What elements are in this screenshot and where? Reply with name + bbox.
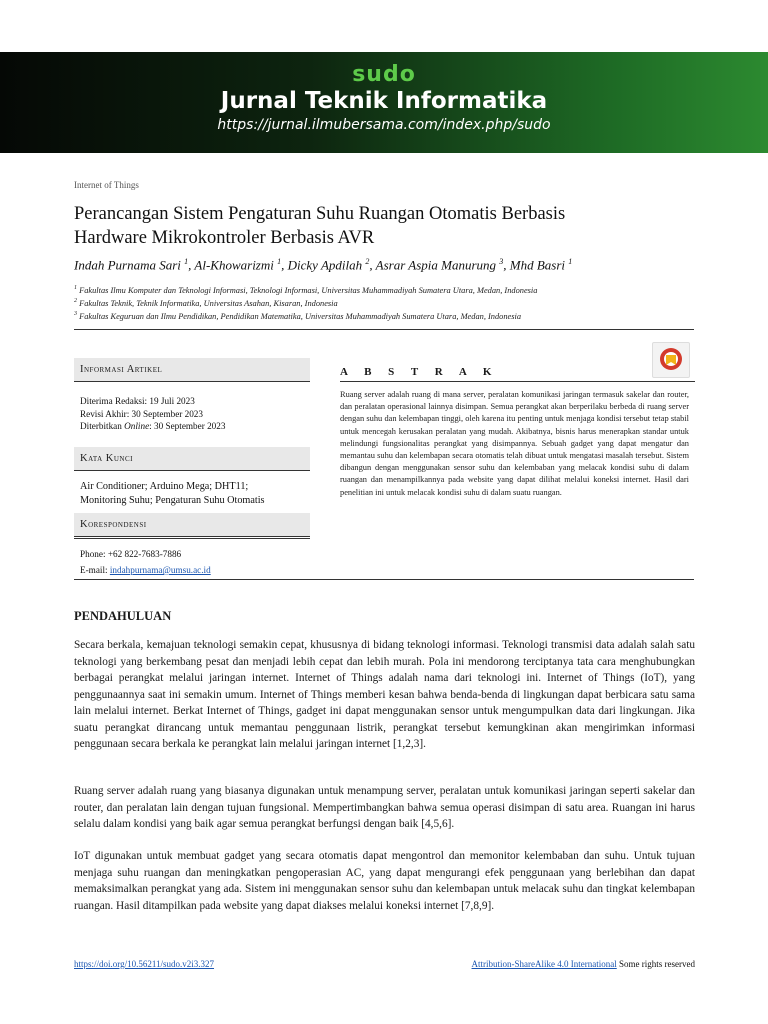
author-sup: 1 bbox=[277, 257, 282, 266]
affiliation-3 bbox=[74, 311, 714, 321]
journal-url[interactable]: https://jurnal.ilmubersama.com/index.php/sudo bbox=[217, 117, 551, 133]
journal-logo: sudo bbox=[352, 62, 416, 87]
affiliation-sup: 2 bbox=[74, 298, 77, 304]
author-sup: 2 bbox=[365, 257, 370, 266]
phone: Phone: +62 822-7683-7886 bbox=[80, 549, 182, 559]
info-article-heading: Informasi Artikel bbox=[74, 358, 310, 382]
published-date bbox=[80, 420, 310, 433]
affiliation-2 bbox=[74, 298, 714, 308]
journal-banner bbox=[0, 52, 768, 153]
affiliation-text: Fakultas Ilmu Komputer dan Teknologi Informasi, Teknologi Informasi, Universitas Muhammadiyah Sumatera Utara, Medan, Indonesia bbox=[79, 285, 538, 295]
abstract-bottom-divider bbox=[74, 579, 694, 580]
section-heading-introduction: PENDAHULUAN bbox=[74, 609, 172, 623]
keywords-line-1: Air Conditioner; Arduino Mega; DHT11; bbox=[80, 481, 249, 492]
article-title bbox=[74, 202, 674, 250]
author-name: Al-Khowarizmi bbox=[194, 257, 274, 273]
title-line-2: Hardware Mikrokontroler Berbasis AVR bbox=[74, 228, 375, 248]
published-suffix: : 30 September 2023 bbox=[149, 421, 226, 431]
license bbox=[472, 959, 695, 969]
crossmark-icon[interactable] bbox=[652, 342, 690, 378]
abstract-text: Ruang server adalah ruang di mana server, peralatan komunikasi jaringan termasuk sakelar dan router, dan peralatan operasional lainnya disimpan. Semua perangkat akan berperilaku berbeda di ruang server dengan suhu dan kelembapan tinggi, oleh karena itu penting untuk menjaga kondisi tersebut tetap stabil untuk mencegah kerusakan peralatan yang mudah. Akibatnya, bisnis harus menerapkan standar untuk melindungi fungsionalitas perangkat yang disimpannya. Sebuah gadget yang dapat mengatur dan memantau suhu dan kelembapan secara otomatis telah dibuat untuk mengatasi masalah tersebut. Sistem dibangun dengan menggunakan sensor suhu dan kelembaban yang melacak kondisi suhu di dalam ruangan dan menampilkannya pada website yang dapat dilihat melalui koneksi internet. Hasil dari penelitian ini untuk melacak kondisi suhu di dalam suatu ruangan. bbox=[340, 390, 689, 497]
correspondence-divider bbox=[74, 538, 310, 539]
author-name: Indah Purnama Sari bbox=[74, 257, 181, 273]
doi-link[interactable]: https://doi.org/10.56211/sudo.v2i3.327 bbox=[74, 959, 215, 969]
affiliation-text: Fakultas Teknik, Teknik Informatika, Universitas Asahan, Kisaran, Indonesia bbox=[79, 298, 338, 308]
received-date: Diterima Redaksi: 19 Juli 2023 bbox=[80, 396, 195, 406]
author-name: Dicky Apdilah bbox=[287, 257, 363, 273]
email-label: E-mail: bbox=[80, 565, 110, 575]
title-line-1: Perancangan Sistem Pengaturan Suhu Ruangan Otomatis Berbasis bbox=[74, 204, 566, 224]
author-sup: 1 bbox=[568, 257, 573, 266]
published-prefix: Diterbitkan bbox=[80, 421, 125, 431]
author-name: Asrar Aspia Manurung bbox=[375, 257, 497, 273]
revised-date: Revisi Akhir: 30 September 2023 bbox=[80, 408, 203, 419]
journal-name: Jurnal Teknik Informatika bbox=[220, 88, 548, 114]
correspondence-heading: Korespondensi bbox=[74, 513, 310, 537]
email-row bbox=[80, 562, 310, 578]
keywords bbox=[80, 480, 310, 508]
published-online: Online bbox=[124, 421, 150, 431]
abstract-heading: A B S T R A K bbox=[340, 366, 499, 378]
license-suffix: Some rights reserved bbox=[616, 959, 695, 969]
paragraph-3: IoT digunakan untuk membuat gadget yang secara otomatis dapat mengontrol dan memonitor kelembaban dan suhu. Untuk tujuan menjaga suhu ruangan dan meningkatkan pengoperasian AC, yang dapat mengurangi efek penggunaan yang berlebihan dan dapat memaksimalkan perangkat yang ada. Sistem ini menggunakan sensor suhu dan kelembapan untuk melacak suhu dan tingkat kelembapan ruangan. Hasil ditampilkan pada website yang dapat diakses melalui koneksi internet [7,8,9]. bbox=[74, 850, 695, 912]
paragraph-1: Secara berkala, kemajuan teknologi semakin cepat, khususnya di bidang teknologi informasi. Teknologi transmisi data adalah salah satu teknologi yang berkembang pesat dan menjadi lebih cepat dan lebih murah. Pola ini mendorong terciptanya tata cara menghubungkan berbagai perangkat melalui jaringan internet. Internet of Things adalah nama dari teknologi ini. Internet of Things (IoT), yang penggunaannya saat ini semakin umum. Internet of Things memberi kesan bahwa benda-benda di lingkungan dapat berbicara satu sama lain melalui internet. Berkat Internet of Things, gadget ini dapat menggunakan sensor untuk mengumpulkan data dari lingkungan. Jika suatu perangkat dirancang untuk memantau penggunaan listrik, perangkat tersebut kemungkinan akan mengirimkan informasi penggunaan secara berkala ke perangkat lain melalui jaringan internet [1,2,3]. bbox=[74, 639, 695, 750]
affiliation-1 bbox=[74, 285, 714, 295]
affiliation-sup: 1 bbox=[74, 285, 77, 291]
keywords-heading: Kata Kunci bbox=[74, 447, 310, 471]
author-list: Indah Purnama Sari $^1$, Al-Khowarizmi $^1$, Dicky Apdilah $^2$, Asrar Aspia Manurung $^3$, Mhd Basri $^1$ bbox=[74, 257, 573, 273]
email-link[interactable]: indahpurnama@umsu.ac.id bbox=[109, 565, 211, 575]
keywords-line-2: Monitoring Suhu; Pengaturan Suhu Otomatis bbox=[80, 495, 265, 506]
author-name: Mhd Basri bbox=[509, 257, 566, 273]
header-divider bbox=[74, 329, 694, 330]
affiliation-text: Fakultas Keguruan dan Ilmu Pendidikan, Pendidikan Matematika, Universitas Muhammadiyah Sumatera Utara, Medan, Indonesia bbox=[79, 311, 522, 321]
article-section: Internet of Things bbox=[74, 180, 139, 190]
author-sup: 1 bbox=[184, 257, 189, 266]
author-sup: 3 bbox=[499, 257, 504, 266]
article-dates bbox=[80, 395, 310, 433]
correspondence bbox=[80, 546, 310, 578]
license-link[interactable]: Attribution-ShareAlike 4.0 International bbox=[471, 959, 617, 969]
affiliation-sup: 3 bbox=[74, 311, 77, 317]
paragraph-2: Ruang server adalah ruang yang biasanya digunakan untuk menampung server, peralatan untuk komunikasi jaringan seperti sakelar dan router, dan peralatan lain dengan tujuan fungsional. Mempertimbangkan bahwa semua operasi disimpan di satu area. Ruangan ini harus selalu dalam kondisi yang baik agar semua perangkat berfungsi dengan baik [4,5,6]. bbox=[74, 785, 695, 830]
abstract-divider bbox=[340, 381, 695, 382]
